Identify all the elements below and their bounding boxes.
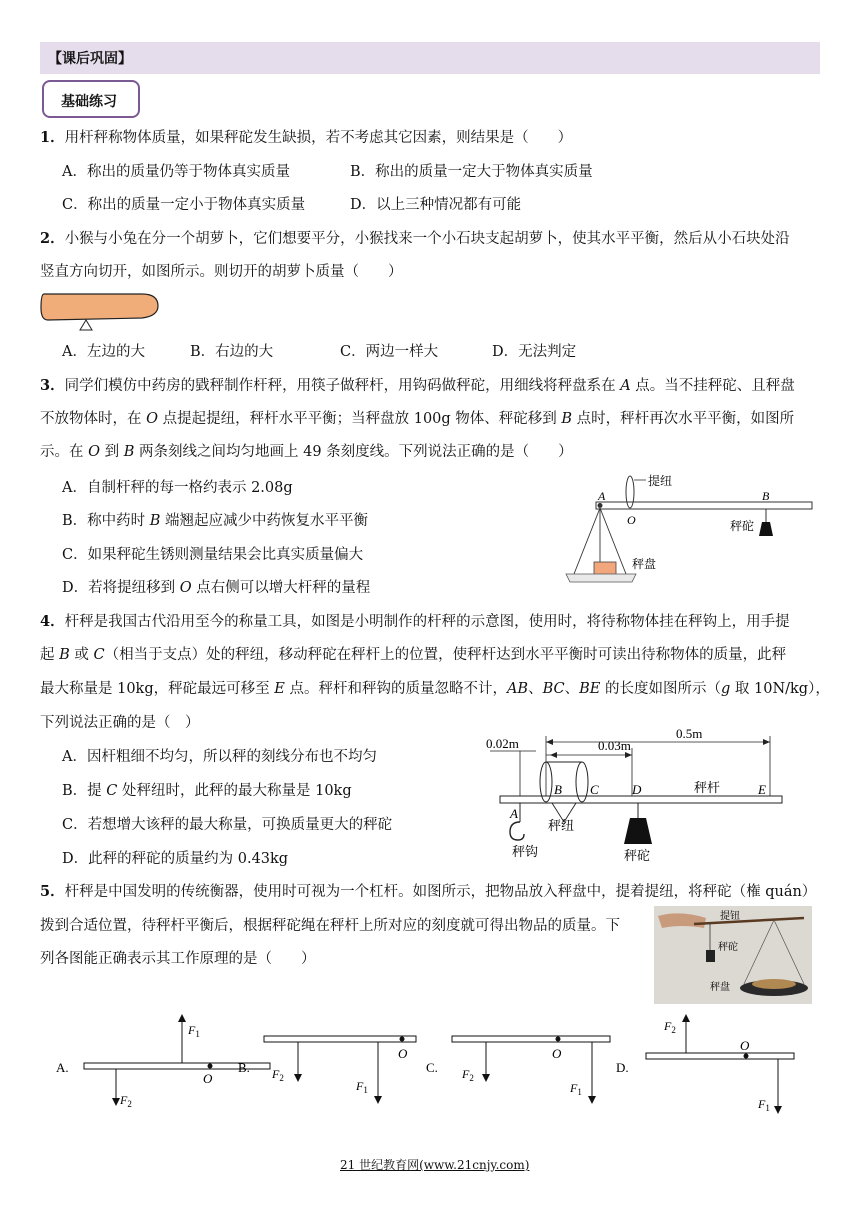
force-c-f1-label — [569, 1081, 582, 1097]
photo-label-chengtuo: 秤砣 — [718, 942, 738, 953]
f2-b-letter: F — [272, 1067, 280, 1081]
lever-c — [452, 1036, 610, 1042]
q5-number: 5． — [40, 883, 65, 900]
q4-point-e: E — [274, 681, 285, 697]
option-d-label: D. — [616, 1060, 629, 1075]
f2-b-sub: 2 — [279, 1073, 284, 1083]
fig-label-niu: 秤纽 — [548, 818, 575, 833]
q3-point-o: O — [146, 411, 158, 427]
q3-option-d-2: 点右侧可以增大杆秤的量程 — [191, 580, 371, 596]
q3-text-3a: 示。在 — [40, 444, 89, 460]
carrot-figure — [38, 288, 168, 332]
fig-label-d: D — [632, 782, 642, 797]
q3-point-o-2: O — [88, 444, 100, 460]
section-header-text: 【课后巩固】 — [48, 51, 132, 67]
q2-text-1: 小猴与小兔在分一个胡萝卜，它们想要平分，小猴找来一个小石块支起胡萝卜，使其水平平衡，然后从小石块处沿 — [64, 231, 790, 247]
q4-option-b-2: 处秤纽时，此秤的最大称量是 10kg — [117, 783, 352, 799]
q5-text-1: 杆秤是中国发明的传统衡器，使用时可视为一个杠杆。如图所示，把物品放入秤盘中，提着提纽，将秤砣（権 quán） — [64, 884, 817, 900]
q3-option-c: C．如果秤砣生锈则测量结果会比真实质量偏大 — [62, 547, 364, 563]
f1-b-letter: F — [356, 1079, 364, 1093]
pivot-d — [744, 1054, 749, 1059]
dim-label-003: 0.03m — [598, 738, 631, 753]
q4-text-3c: 的长度如图所示（ — [600, 681, 721, 697]
option-a-label: A. — [56, 1060, 69, 1075]
tag-label: 基础练习 — [61, 94, 117, 110]
q2-option-a: A．左边的大 — [62, 344, 145, 360]
q5-stem-line1 — [40, 882, 816, 902]
f1-a-letter: F — [188, 1023, 196, 1037]
q4-stem-line1 — [40, 612, 790, 632]
q4-stem-line3 — [40, 679, 830, 699]
fig-label-e: E — [758, 782, 766, 797]
force-b-f2-label — [271, 1067, 284, 1083]
steelyard-beam — [596, 502, 812, 509]
q3-point-b-2: B — [123, 444, 135, 460]
force-d-f2-label — [663, 1019, 676, 1035]
photo-label-chengpan: 秤盘 — [710, 982, 730, 993]
q1-option-b: B．称出的质量一定大于物体真实质量 — [350, 164, 593, 180]
q3-point-a: A — [620, 378, 631, 394]
fig-label-b: B — [554, 782, 562, 797]
fig-label-a: A — [510, 806, 518, 821]
f2-c-sub: 2 — [469, 1073, 474, 1083]
fig-label-a: A — [598, 489, 606, 503]
q4-seg-bc: BC — [542, 681, 565, 697]
section-header — [40, 42, 820, 74]
q4-option-d: D．此秤的秤砣的质量约为 0.43kg — [62, 851, 289, 867]
f1-d-sub: 1 — [765, 1103, 770, 1113]
q4-text-3b: 点。秤杆和秤钩的质量忽略不计， — [284, 681, 507, 697]
f1-c-sub: 1 — [577, 1087, 582, 1097]
q4-seg-ab: AB — [506, 681, 529, 697]
q4-sep-2: 、 — [564, 681, 580, 697]
q3-text-1a: 同学们模仿中药房的戥秤制作杆秤，用筷子做秤杆，用钩码做秤砣，用细线将秤盘系在 — [64, 378, 621, 394]
q4-g: g — [720, 681, 731, 697]
q3-option-b-point: B — [149, 513, 161, 529]
pivot-a-label: O — [203, 1071, 213, 1086]
photo-weight — [706, 950, 715, 962]
f2-c-letter: F — [462, 1067, 470, 1081]
q3-text-2b: 点提起提纽，秤杆水平平衡；当秤盘放 100g 物体、秤砣移到 — [158, 411, 562, 427]
q4-option-b-point: C — [106, 783, 118, 799]
pivot-a — [208, 1064, 213, 1069]
q3-option-b — [62, 511, 368, 531]
q4-stem-line2 — [40, 645, 786, 665]
q3-stem-line3 — [40, 442, 573, 462]
q3-text-1b: 点。当不挂秤砣、且秤盘 — [630, 378, 795, 394]
q3-option-d — [62, 578, 370, 598]
q4-option-b-1: B．提 — [62, 783, 107, 799]
q3-point-b: B — [561, 411, 573, 427]
q4-text-3d: 取 10N/kg）， — [730, 681, 830, 697]
f1-d-letter: F — [758, 1097, 766, 1111]
counterweight — [759, 522, 773, 536]
pivot-b-label: O — [398, 1046, 408, 1061]
basic-practice-tag — [42, 80, 140, 118]
option-c-label: C. — [426, 1060, 438, 1075]
q3-text-2a: 不放物体时，在 — [40, 411, 147, 427]
fig-label-tuo: 秤砣 — [624, 848, 651, 863]
q3-stem-line2 — [40, 409, 794, 429]
f2-d-letter: F — [664, 1019, 672, 1033]
f1-c-letter: F — [570, 1081, 578, 1095]
q4-option-c: C．若想增大该秤的最大称量，可换质量更大的秤砣 — [62, 817, 393, 833]
lever-b — [264, 1036, 416, 1042]
force-a-f2-label — [119, 1093, 132, 1109]
stone-support — [80, 320, 92, 330]
q1-stem — [40, 128, 572, 148]
q3-number: 3． — [40, 377, 65, 394]
footer-link[interactable]: 21 世纪教育网(www.21cnjy.com) — [340, 1158, 530, 1172]
point-a-dot — [598, 503, 603, 508]
f1-b-sub: 1 — [363, 1085, 368, 1095]
q4-sep-1: 、 — [528, 681, 543, 697]
pivot-d-label: O — [740, 1038, 750, 1053]
q4-stem-line4: 下列说法正确的是（ ） — [40, 715, 200, 731]
force-b-f1-label — [355, 1079, 368, 1095]
q5-lever-options — [50, 1012, 810, 1122]
q3-stem-line1 — [40, 376, 795, 396]
q1-number: 1． — [40, 129, 65, 146]
q3-option-b-1: B．称中药时 — [62, 513, 150, 529]
force-c-f2-label — [461, 1067, 474, 1083]
q4-text-2a: 起 — [40, 647, 60, 663]
q2-option-d: D．无法判定 — [492, 344, 577, 360]
force-d-f1-label — [757, 1097, 770, 1113]
q3-option-a: A．自制杆秤的每一格约表示 2.08g — [62, 480, 293, 496]
fig-label-o: O — [627, 513, 636, 527]
fig-label-chengtuo: 秤砣 — [730, 519, 755, 533]
q4-number: 4． — [40, 613, 65, 630]
f1-a-sub: 1 — [195, 1029, 200, 1039]
q1-text: 用杆秤称物体质量，如果秤砣发生缺损，若不考虑其它因素，则结果是（ ） — [64, 130, 573, 146]
q4-option-b — [62, 781, 352, 801]
q5-stem-line2: 拨到合适位置，待秤杆平衡后，根据秤砣绳在秤杆上所对应的刻度就可得出物品的质量。下 — [40, 918, 620, 934]
q4-text-1: 杆秤是我国古代沿用至今的称量工具，如图是小明制作的杆秤的示意图，使用时，将待称物体挂在秤钩上，用手提 — [64, 614, 790, 630]
q2-stem-line1 — [40, 229, 790, 249]
q1-option-a: A．称出的质量仍等于物体真实质量 — [62, 164, 290, 180]
q4-text-3a: 最大称量是 10kg，秤砣最远可移至 — [40, 681, 275, 697]
q3-option-b-2: 端翘起应减少中药恢复水平平衡 — [160, 513, 369, 529]
q1-option-d: D．以上三种情况都有可能 — [350, 197, 522, 213]
q4-seg-be: BE — [579, 681, 601, 697]
q3-text-3c: 两条刻线之间均匀地画上 49 条刻度线。下列说法正确的是（ ） — [134, 444, 573, 460]
hook — [510, 822, 524, 840]
q4-steelyard-figure — [480, 718, 790, 866]
f2-a-letter: F — [120, 1093, 128, 1107]
q4-option-a: A．因杆粗细不均匀，所以秤的刻线分布也不均匀 — [62, 749, 377, 765]
q4-point-b: B — [59, 647, 70, 663]
fig-label-c: C — [590, 782, 599, 797]
pivot-c-label: O — [552, 1046, 562, 1061]
fig-label-b: B — [762, 489, 770, 503]
q2-number: 2． — [40, 230, 65, 247]
q3-text-2c: 点时，秤杆再次水平平衡，如图所 — [572, 411, 795, 427]
q4-point-c: C — [93, 647, 105, 663]
fig-label-gou: 秤钩 — [512, 844, 539, 859]
q3-option-d-1: D．若将提纽移到 — [62, 580, 180, 596]
weight — [624, 818, 652, 844]
q4-text-2c: （相当于支点）处的秤纽，移动秤砣在秤杆上的位置，使秤杆达到水平平衡时可读出待称物体的质量，此秤 — [104, 647, 787, 663]
f2-a-sub: 2 — [127, 1099, 132, 1109]
photo-label-tiniu: 提钮 — [720, 911, 740, 922]
pivot-c — [556, 1037, 561, 1042]
q2-stem-line2: 竖直方向切开，如图所示。则切开的胡萝卜质量（ ） — [40, 264, 403, 280]
q3-steelyard-figure — [560, 470, 820, 595]
q1-option-c: C．称出的质量一定小于物体真实质量 — [62, 197, 306, 213]
q5-steelyard-photo — [654, 906, 812, 1004]
dim-label-002: 0.02m — [486, 736, 519, 751]
q2-option-c: C．两边一样大 — [340, 344, 439, 360]
pivot-b — [400, 1037, 405, 1042]
lever-d — [646, 1053, 794, 1059]
scale-pan — [566, 574, 636, 582]
q3-text-3b: 到 — [100, 444, 124, 460]
fig-label-tiniu: 提纽 — [648, 474, 673, 488]
q4-text-2b: 或 — [69, 647, 94, 663]
q5-stem-line3: 列各图能正确表示其工作原理的是（ ） — [40, 951, 316, 967]
fig-label-beam: 秤杆 — [694, 780, 721, 795]
fig-label-chengpan: 秤盘 — [632, 557, 657, 571]
carrot-shape — [41, 294, 158, 320]
q3-option-d-point: O — [179, 580, 192, 596]
force-a-f1-label — [187, 1023, 200, 1039]
f2-d-sub: 2 — [671, 1025, 676, 1035]
dim-label-05: 0.5m — [676, 726, 703, 741]
option-b-label: B. — [238, 1060, 250, 1075]
q2-option-b: B．右边的大 — [190, 344, 274, 360]
